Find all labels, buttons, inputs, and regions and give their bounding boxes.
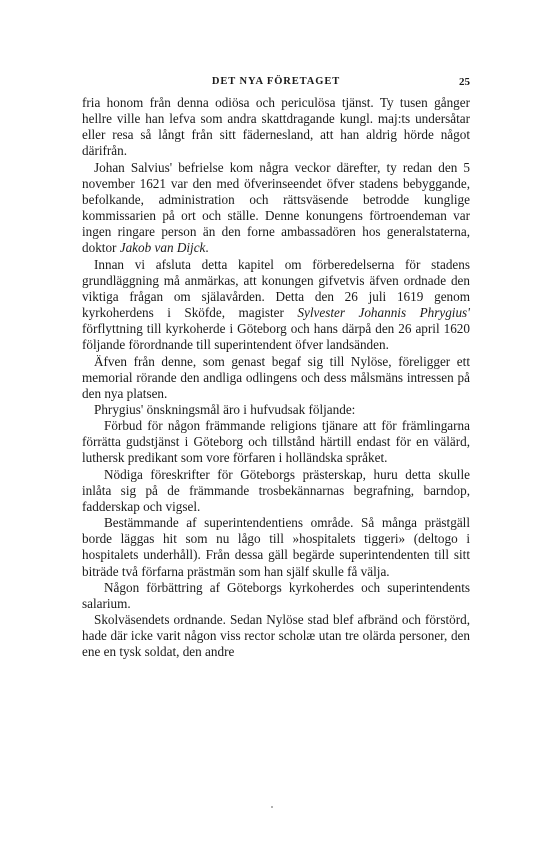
list-item: Nödiga föreskrifter för Göteborgs prästerskap, huru detta skulle inlåta sig på de främmande trosbekännarnas begrafning, barndop, fadderskap och vigsel. xyxy=(82,466,470,514)
list-item: Förbud för någon främmande religions tjänare att för främlingarna förrätta gudstjänst i Göteborg och tillstånd härtill endast för en välärd, luthersk predikant som vore förfaren i holländska språket. xyxy=(82,418,470,466)
paragraph: Phrygius' önskningsmål äro i hufvudsak följande: xyxy=(94,401,356,417)
paragraph: Johan Salvius' befrielse kom några veckor därefter, ty redan den 5 november 1621 var den med öfverinseendet öfver stadens bebyggande, befolkande, administration och rättsväsende betrodde kunglige kommissarien på ort och ställe. Denne konungens förtroendeman var ingen ringare person än den forne ambassadören hos generalstaterna, doktor Jakob van Dijck. xyxy=(82,159,470,256)
print-speck xyxy=(271,806,273,808)
running-title: DET NYA FÖRETAGET xyxy=(211,76,341,87)
italic-name: Sylvester Johannis Phrygius' xyxy=(297,305,471,321)
paragraph: Äfven från denne, som genast begaf sig till Nylöse, föreligger ett memorial rörande den andliga odlingens och dess målsmäns intressen på den nya platsen. xyxy=(82,353,470,401)
body-text xyxy=(82,95,470,660)
paragraph: Innan vi afsluta detta kapitel om förberedelserna för stadens grundläggning må anmärkas, att konungen gifvetvis äfven ordnade den viktiga frågan om själavården. Detta den 26 juli 1619 genom kyrkoherdens i Sköfde, magister Sylvester Johannis Phrygius' förflyttning till kyrkoherde i Göteborg och hans därpå den 26 april 1620 följande förordnande till superintendent öfver landsänden. xyxy=(82,256,471,353)
page-number: 25 xyxy=(459,76,470,88)
list-item: Bestämmande af superintendentiens område. Så många prästgäll borde läggas hit som nu lågo till »hospitalets tiggeri» (deltogo i hospitalets underhåll). Från dessa gäll begärde superintendenten till sitt biträde två förfarna prästmän som han själf skulle få välja. xyxy=(82,515,470,579)
italic-name: Jakob van Dijck xyxy=(119,240,206,256)
page-header xyxy=(82,76,470,94)
paragraph: fria honom från denna odiösa och periculösa tjänst. Ty tusen gånger hellre ville han lefva som andra skattdragande kungl. maj:ts undersåtar eller resa så långt från sitt fädernesland, att han aldrig hörde något därifrån. xyxy=(82,95,470,159)
list-item: Någon förbättring af Göteborgs kyrkoherdes och superintendents salarium. xyxy=(82,579,470,611)
list-item: Skolväsendets ordnande. Sedan Nylöse stad blef afbränd och förstörd, hade där icke varit någon viss rector scholæ utan tre olärda personer, den ene en tysk soldat, den andre xyxy=(82,612,470,660)
